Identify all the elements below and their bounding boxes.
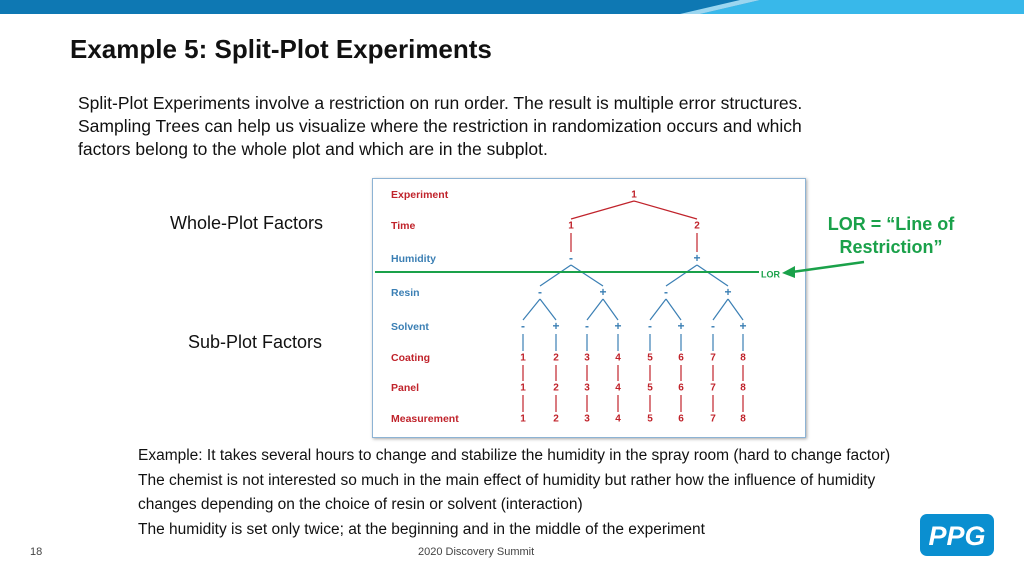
tree-node-panel: 6 bbox=[678, 382, 684, 394]
tree-node-measurement: 4 bbox=[615, 413, 621, 425]
tree-node-coating: 1 bbox=[520, 352, 526, 364]
intro-line: Sampling Trees can help us visualize where the restriction in randomization occurs and which bbox=[78, 116, 802, 136]
tree-node-measurement: 1 bbox=[520, 413, 526, 425]
tree-node-measurement: 7 bbox=[710, 413, 716, 425]
tree-branch bbox=[587, 299, 603, 320]
tree-branch bbox=[540, 265, 571, 286]
tree-node-panel: 3 bbox=[584, 382, 590, 394]
ppg-logo bbox=[920, 514, 994, 556]
tree-level-label: Humidity bbox=[391, 252, 436, 265]
example-line: Example: It takes several hours to change and stabilize the humidity in the spray room (hard to change factor) bbox=[138, 447, 891, 464]
tree-node-solvent: + bbox=[552, 319, 560, 334]
tree-branch bbox=[666, 299, 681, 320]
tree-node-humidity: - bbox=[569, 251, 573, 266]
example-notes bbox=[138, 444, 890, 542]
tree-node-coating: 3 bbox=[584, 352, 590, 364]
top-banner bbox=[0, 0, 1024, 14]
page-title: Example 5: Split-Plot Experiments bbox=[70, 34, 492, 64]
tree-node-measurement: 5 bbox=[647, 413, 653, 425]
tree-branch bbox=[571, 201, 634, 219]
example-line: The humidity is set only twice; at the beginning and in the middle of the experiment bbox=[138, 520, 705, 538]
lor-callout-line: Restriction” bbox=[839, 237, 943, 257]
tree-level-label: Experiment bbox=[391, 188, 449, 201]
tree-node-measurement: 6 bbox=[678, 413, 684, 425]
lor-label: LOR bbox=[761, 269, 780, 280]
tree-node-panel: 7 bbox=[710, 382, 716, 394]
tree-branch bbox=[634, 201, 697, 219]
lor-callout bbox=[808, 213, 974, 259]
tree-node-coating: 6 bbox=[678, 352, 684, 364]
tree-node-coating: 2 bbox=[553, 352, 559, 364]
tree-node-resin: - bbox=[538, 285, 542, 300]
tree-branch bbox=[571, 265, 603, 286]
sampling-tree-diagram bbox=[372, 178, 806, 438]
tree-node-coating: 5 bbox=[647, 352, 653, 364]
tree-branch bbox=[603, 299, 618, 320]
tree-branch bbox=[728, 299, 743, 320]
logo-text: PPG bbox=[928, 521, 986, 551]
tree-branch bbox=[650, 299, 666, 320]
tree-branch bbox=[697, 265, 728, 286]
intro-line: Split-Plot Experiments involve a restriction on run order. The result is multiple error structures. bbox=[78, 93, 803, 113]
tree-node-solvent: - bbox=[521, 319, 525, 334]
tree-node-coating: 7 bbox=[710, 352, 716, 364]
tree-node-panel: 2 bbox=[553, 382, 559, 394]
tree-branch bbox=[666, 265, 697, 286]
tree-node-experiment: 1 bbox=[631, 189, 637, 201]
tree-node-time: 2 bbox=[694, 220, 700, 232]
tree-node-solvent: + bbox=[677, 319, 685, 334]
tree-level-label: Measurement bbox=[391, 412, 459, 425]
tree-node-measurement: 2 bbox=[553, 413, 559, 425]
tree-node-panel: 5 bbox=[647, 382, 653, 394]
footer-event: 2020 Discovery Summit bbox=[418, 546, 535, 558]
tree-node-panel: 4 bbox=[615, 382, 621, 394]
tree-branch bbox=[540, 299, 556, 320]
tree-node-measurement: 8 bbox=[740, 413, 746, 425]
tree-node-resin: - bbox=[664, 285, 668, 300]
tree-branch bbox=[523, 299, 540, 320]
tree-branch bbox=[713, 299, 728, 320]
tree-node-panel: 1 bbox=[520, 382, 526, 394]
tree-node-coating: 4 bbox=[615, 352, 621, 364]
sampling-tree-svg bbox=[373, 179, 805, 437]
intro-line: factors belong to the whole plot and which are in the subplot. bbox=[78, 139, 548, 159]
tree-level-label: Time bbox=[391, 219, 416, 232]
tree-node-coating: 8 bbox=[740, 352, 746, 364]
lor-callout-line: LOR = “Line of bbox=[827, 214, 955, 234]
example-line: changes depending on the choice of resin or solvent (interaction) bbox=[138, 496, 583, 513]
example-line: The chemist is not interested so much in the main effect of humidity but rather how the influence of humidity bbox=[138, 471, 876, 489]
tree-level-label: Resin bbox=[391, 286, 420, 299]
tree-node-humidity: + bbox=[693, 251, 701, 266]
intro-text bbox=[78, 92, 898, 161]
tree-node-solvent: - bbox=[648, 319, 652, 334]
whole-plot-label: Whole-Plot Factors bbox=[170, 213, 324, 233]
tree-node-resin: + bbox=[724, 285, 732, 300]
tree-node-panel: 8 bbox=[740, 382, 746, 394]
tree-node-solvent: + bbox=[614, 319, 622, 334]
tree-node-measurement: 3 bbox=[584, 413, 590, 425]
tree-node-time: 1 bbox=[568, 220, 574, 232]
sub-plot-label: Sub-Plot Factors bbox=[188, 332, 323, 352]
tree-level-label: Panel bbox=[391, 381, 420, 394]
tree-node-resin: + bbox=[599, 285, 607, 300]
tree-level-label: Coating bbox=[391, 351, 431, 364]
page-number: 18 bbox=[30, 546, 43, 558]
tree-node-solvent: + bbox=[739, 319, 747, 334]
tree-node-solvent: - bbox=[711, 319, 715, 334]
tree-node-solvent: - bbox=[585, 319, 589, 334]
tree-level-label: Solvent bbox=[391, 320, 429, 333]
